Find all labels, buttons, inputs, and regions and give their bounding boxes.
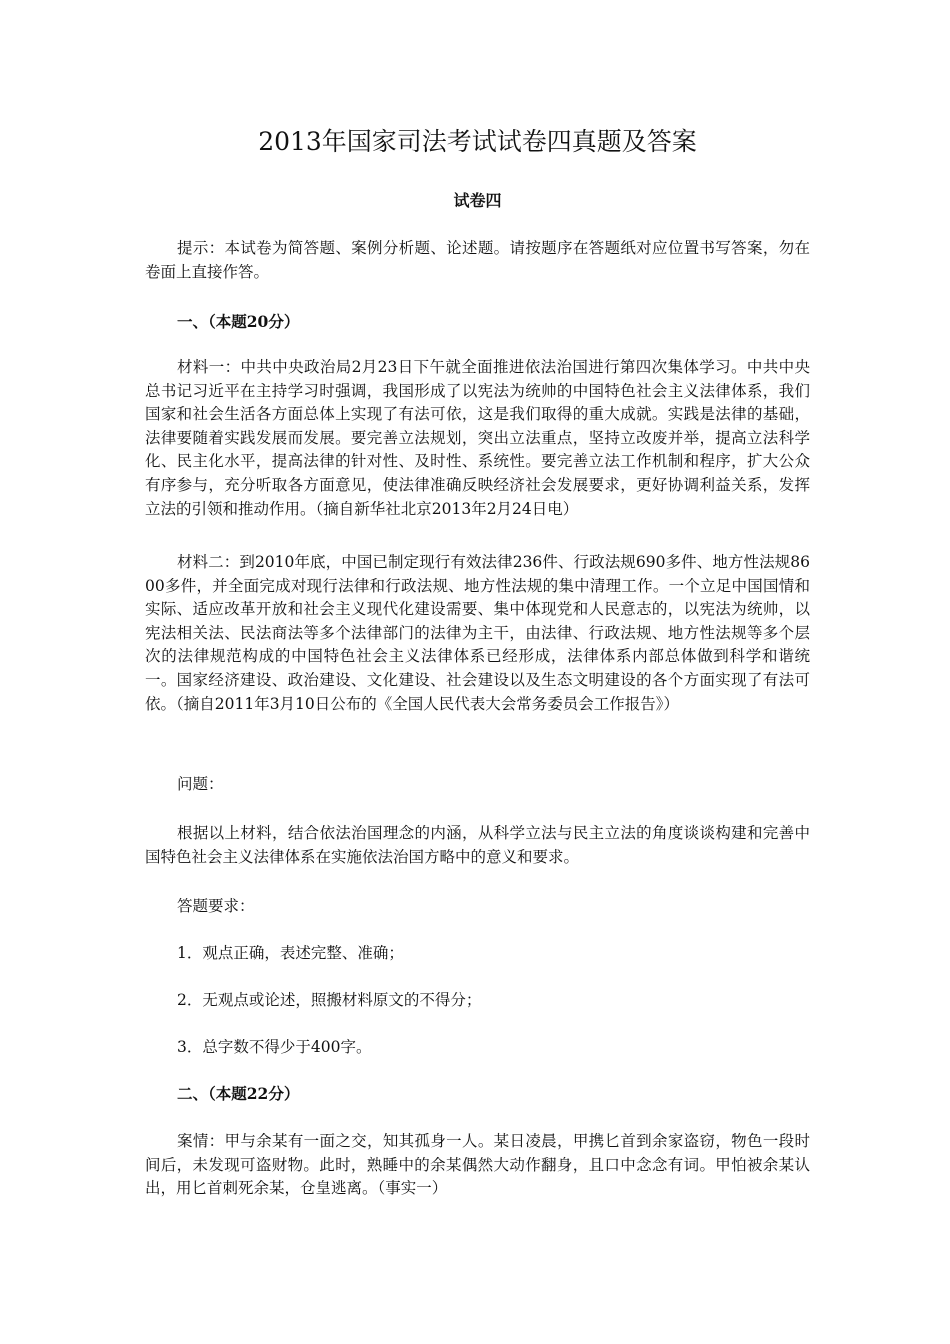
- requirement-2: 2．无观点或论述，照搬材料原文的不得分；: [177, 991, 482, 1009]
- notice-paragraph: 提示：本试卷为简答题、案例分析题、论述题。请按题序在答题纸对应位置书写答案，勿在卷面上直接作答。: [145, 239, 810, 281]
- question-paragraph: 根据以上材料，结合依法治国理念的内涵，从科学立法与民主立法的角度谈谈构建和完善中国特色社会主义法律体系在实施依法治国方略中的意义和要求。: [145, 824, 810, 866]
- case-paragraph: 案情：甲与余某有一面之交，知其孤身一人。某日凌晨，甲携匕首到余家盗窃，物色一段时间后，未发现可盗财物。此时，熟睡中的余某偶然大动作翻身，且口中念念有词。甲怕被余某认出，用匕首刺死余某，仓皇逃离。（事实一）: [145, 1132, 810, 1198]
- requirements-label: 答题要求：: [177, 897, 255, 915]
- requirement-3: 3．总字数不得少于400字。: [177, 1038, 372, 1056]
- section1-heading: 一、（本题20分）: [177, 312, 300, 331]
- document-title: 2013年国家司法考试试卷四真题及答案: [258, 127, 697, 156]
- material2-paragraph: 材料二：到2010年底，中国已制定现行有效法律236件、行政法规690多件、地方性法规8600多件，并全面完成对现行法律和行政法规、地方性法规的集中清理工作。一个立足中国国情和实际、适应改革开放和社会主义现代化建设需要、集中体现党和人民意志的，以宪法为统帅，以宪法相关法、民法商法等多个法律部门的法律为主干，由法律、行政法规、地方性法规等多个层次的法律规范构成的中国特色社会主义法律体系已经形成，法律体系内部总体做到科学和谐统一。国家经济建设、政治建设、文化建设、社会建设以及生态文明建设的各个方面实现了有法可依。（摘自2011年3月10日公布的《全国人民代表大会常务委员会工作报告》）: [145, 553, 810, 713]
- material1-paragraph: 材料一：中共中央政治局2月23日下午就全面推进依法治国进行第四次集体学习。中共中央总书记习近平在主持学习时强调，我国形成了以宪法为统帅的中国特色社会主义法律体系，我们国家和社会生活各方面总体上实现了有法可依，这是我们取得的重大成就。实践是法律的基础，法律要随着实践发展而发展。要完善立法规划，突出立法重点，坚持立改废并举，提高立法科学化、民主化水平，提高法律的针对性、及时性、系统性。要完善立法工作机制和程序，扩大公众有序参与，充分听取各方面意见，使法律准确反映经济社会发展要求，更好协调利益关系，发挥立法的引领和推动作用。（摘自新华社北京2013年2月24日电）: [145, 358, 810, 518]
- paper-subtitle: 试卷四: [453, 191, 502, 210]
- section2-heading: 二、（本题22分）: [177, 1084, 300, 1103]
- requirement-1: 1．观点正确，表述完整、准确；: [177, 944, 404, 962]
- question-label: 问题：: [177, 775, 224, 793]
